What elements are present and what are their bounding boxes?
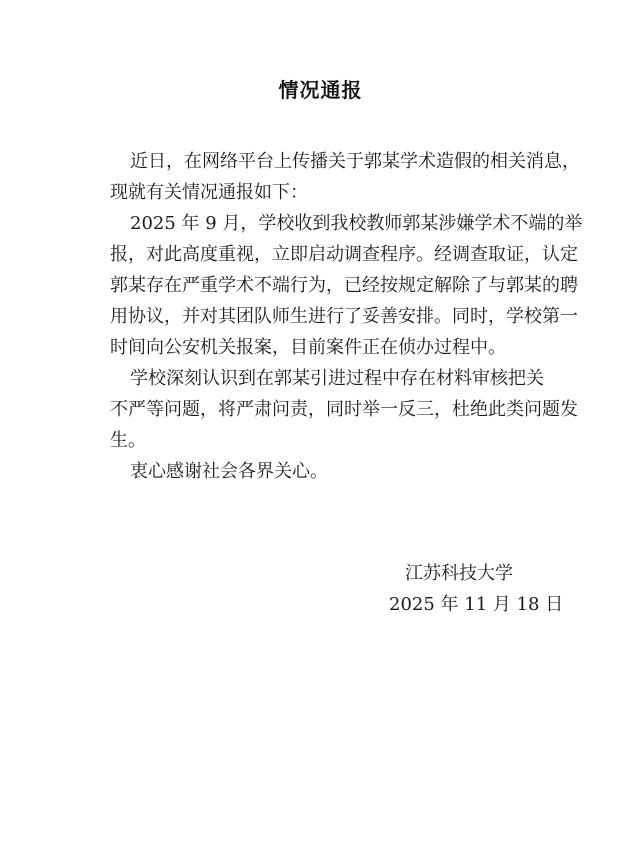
signer: 江苏科技大学 <box>405 563 513 584</box>
text-line: 郭某存在严重学术不端行为，已经按规定解除了与郭某的聘 <box>110 275 578 296</box>
page-title: 情况通报 <box>278 78 363 102</box>
text-line: 用协议，并对其团队师生进行了妥善安排。同时，学校第一 <box>110 306 578 327</box>
text-line: 现就有关情况通报如下： <box>110 182 308 203</box>
text-line: 不严等问题，将严肃问责，同时举一反三，杜绝此类问题发 <box>110 399 578 420</box>
issue-date: 2025 年 11 月 18 日 <box>389 594 564 615</box>
text-line: 2025 年 9 月，学校收到我校教师郭某涉嫌学术不端的举 <box>130 213 583 234</box>
text-line: 生。 <box>110 430 146 451</box>
text-line: 近日，在网络平台上传播关于郭某学术造假的相关消息， <box>130 151 580 172</box>
text-line: 学校深刻认识到在郭某引进过程中存在材料审核把关 <box>130 368 544 389</box>
text-line: 报，对此高度重视，立即启动调查程序。经调查取证，认定 <box>110 244 578 265</box>
text-line: 时间向公安机关报案，目前案件正在侦办过程中。 <box>110 337 506 358</box>
text-line: 衷心感谢社会各界关心。 <box>130 461 328 482</box>
